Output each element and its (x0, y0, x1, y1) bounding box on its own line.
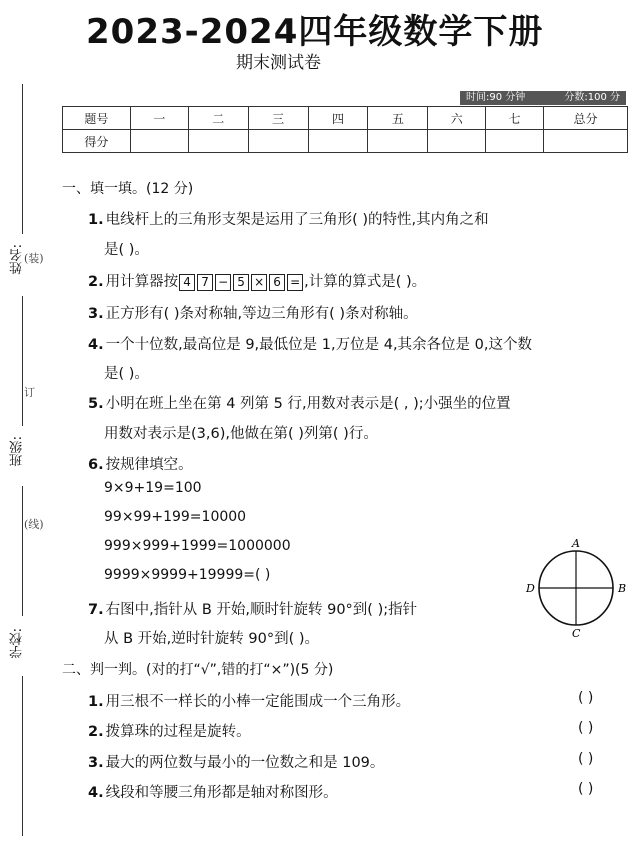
question-number: 7. (88, 602, 104, 618)
question-4 (88, 333, 532, 354)
table-cell: 总分 (544, 107, 628, 130)
calculator-key: = (287, 274, 303, 291)
score-cell[interactable] (368, 130, 428, 153)
binding-line (22, 486, 23, 616)
exam-info-bar (460, 91, 626, 105)
calculator-key: 7 (197, 274, 213, 291)
name-label: 姓名: (10, 244, 25, 275)
question-text: 按规律填空。 (105, 457, 193, 473)
calculator-key: − (215, 274, 231, 291)
class-label: 班级: (10, 436, 25, 467)
answer-blank[interactable]: ( ) (578, 720, 594, 736)
table-header-row (63, 107, 628, 130)
question-text: 一个十位数,最高位是 9,最低位是 1,万位是 4,其余各位是 0,这个数 (105, 337, 532, 353)
calculator-key: 5 (233, 274, 249, 291)
cut-mark: (线) (24, 518, 44, 531)
calculator-key: 6 (269, 274, 285, 291)
question-text-continued: 是( )。 (104, 366, 149, 382)
question-number: 2. (88, 274, 104, 290)
binding-line (22, 84, 23, 234)
question-text: 最大的两位数与最小的一位数之和是 109。 (105, 755, 385, 771)
question-1 (88, 208, 489, 229)
question-text: 右图中,指针从 B 开始,顺时针旋转 90°到( );指针 (105, 602, 418, 618)
question-text: 拨算珠的过程是旋转。 (105, 724, 251, 740)
score-cell[interactable] (248, 130, 308, 153)
question-text: ,计算的算式是( )。 (304, 274, 427, 290)
question-text: 用计算器按 (105, 274, 179, 290)
question-text: 小明在班上坐在第 4 列第 5 行,用数对表示是( , );小强坐的位置 (105, 396, 511, 412)
question-number: 3. (88, 306, 104, 322)
question-number: 4. (88, 337, 104, 353)
question-6 (88, 453, 193, 474)
equation: 999×999+1999=1000000 (104, 538, 291, 554)
equation: 99×99+199=10000 (104, 509, 247, 525)
question-text-continued: 是( )。 (104, 242, 149, 258)
question-number: 3. (88, 755, 104, 771)
section-title: 二、判一判。(对的打“√”,错的打“×”)(5 分) (62, 662, 334, 678)
school-label: 学校: (10, 628, 25, 659)
question-text-continued: 从 B 开始,逆时针旋转 90°到( )。 (104, 631, 320, 647)
question-number: 2. (88, 724, 104, 740)
cut-mark: 订 (24, 386, 35, 399)
score-cell[interactable] (428, 130, 486, 153)
judge-item (88, 720, 251, 741)
equation: 9×9+19=100 (104, 480, 202, 496)
score-cell[interactable] (188, 130, 248, 153)
binding-strip (0, 0, 44, 845)
table-cell: 一 (130, 107, 188, 130)
question-text: 线段和等腰三角形都是轴对称图形。 (105, 785, 338, 801)
label-left: D (526, 582, 535, 595)
question-2 (88, 270, 426, 291)
question-text-continued: 用数对表示是(3,6),他做在第( )列第( )行。 (104, 426, 378, 442)
table-cell: 七 (486, 107, 544, 130)
label-top: A (572, 537, 580, 550)
question-text: 用三根不一样长的小棒一定能围成一个三角形。 (105, 694, 411, 710)
score-cell[interactable] (130, 130, 188, 153)
question-number: 1. (88, 694, 104, 710)
table-cell: 五 (368, 107, 428, 130)
table-cell: 六 (428, 107, 486, 130)
score-table (62, 106, 628, 153)
calculator-key: × (251, 274, 267, 291)
question-number: 1. (88, 212, 104, 228)
table-cell: 三 (248, 107, 308, 130)
equation-blank: 9999×9999+19999=( ) (104, 567, 271, 583)
binding-line (22, 296, 23, 426)
table-cell: 二 (188, 107, 248, 130)
table-row (63, 130, 628, 153)
page-subtitle: 期末测试卷 (236, 53, 321, 73)
judge-item (88, 751, 384, 772)
score-cell[interactable] (308, 130, 368, 153)
score-label: 分数:100 分 (564, 92, 620, 103)
question-5 (88, 392, 511, 413)
answer-blank[interactable]: ( ) (578, 690, 594, 706)
question-number: 5. (88, 396, 104, 412)
judge-item (88, 781, 338, 802)
time-label: 时间:90 分钟 (466, 92, 526, 103)
question-7 (88, 598, 417, 619)
cut-mark: (装) (24, 252, 44, 265)
score-cell[interactable] (544, 130, 628, 153)
label-bottom: C (572, 627, 581, 640)
answer-blank[interactable]: ( ) (578, 781, 594, 797)
question-number: 6. (88, 457, 104, 473)
section-title: 一、填一填。(12 分) (62, 181, 194, 197)
calculator-key: 4 (179, 274, 195, 291)
table-cell: 得分 (63, 130, 131, 153)
question-text: 正方形有( )条对称轴,等边三角形有( )条对称轴。 (105, 306, 418, 322)
question-text: 电线杆上的三角形支架是运用了三角形( )的特性,其内角之和 (105, 212, 489, 228)
table-cell: 题号 (63, 107, 131, 130)
answer-blank[interactable]: ( ) (578, 751, 594, 767)
binding-line (22, 676, 23, 836)
table-cell: 四 (308, 107, 368, 130)
label-right: B (618, 582, 627, 595)
question-number: 4. (88, 785, 104, 801)
page-title: 2023-2024四年级数学下册 (86, 12, 544, 52)
judge-item (88, 690, 410, 711)
rotation-diagram (524, 536, 634, 642)
question-3 (88, 302, 418, 323)
score-cell[interactable] (486, 130, 544, 153)
